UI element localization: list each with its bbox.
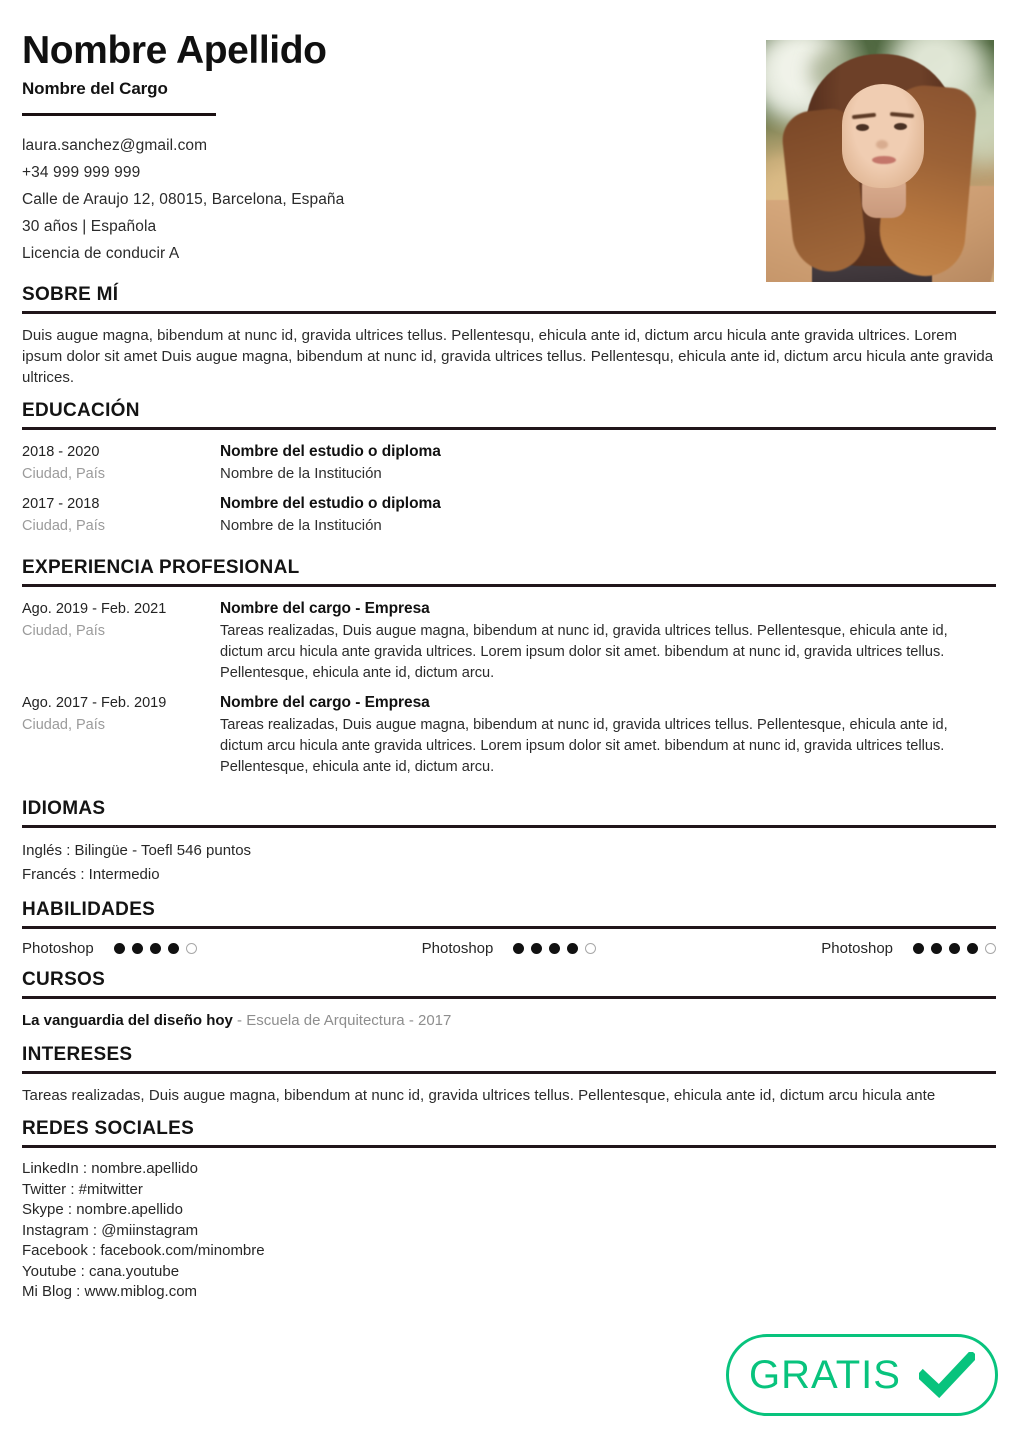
rating-dot-filled bbox=[913, 943, 924, 954]
gratis-label: GRATIS bbox=[749, 1353, 901, 1397]
education-entry bbox=[22, 441, 996, 485]
interests-text: Tareas realizadas, Duis augue magna, bibendum at nunc id, gravida ultrices tellus. Pellentesque, ehicula ante id, dictum arcu hicula ante bbox=[22, 1087, 936, 1104]
spacer-after-interests bbox=[22, 1106, 996, 1116]
section-rule-languages bbox=[22, 825, 996, 828]
header-text-block bbox=[22, 30, 762, 267]
spacer-after-courses bbox=[22, 1032, 996, 1042]
section-interests bbox=[22, 1044, 996, 1106]
education-place: Ciudad, País bbox=[22, 466, 106, 482]
education-institution: Nombre de la Institución bbox=[220, 465, 382, 482]
experience-description: Tareas realizadas, Duis augue magna, bibendum at nunc id, gravida ultrices tellus. Pellentesque, ehicula ante id, dictum arcu hicula ante gravida ultrices. Lorem ipsum dolor sit amet. bibendum at nunc id, gravida ultrices tellus. Pellentesque, ehicula ante id, dictum arcu. bbox=[220, 717, 948, 775]
section-title-education: EDUCACIÓN bbox=[22, 400, 140, 421]
experience-entry-meta bbox=[22, 692, 220, 778]
social-item-instagram: Instagram : @miinstagram bbox=[22, 1221, 199, 1239]
section-rule-skills bbox=[22, 926, 996, 929]
education-title: Nombre del estudio o diploma bbox=[220, 443, 441, 460]
experience-date: Ago. 2019 - Feb. 2021 bbox=[22, 601, 167, 617]
section-rule-interests bbox=[22, 1071, 996, 1074]
spacer-after-education bbox=[22, 545, 996, 555]
section-about bbox=[22, 284, 996, 388]
contact-phone: +34 999 999 999 bbox=[22, 164, 141, 182]
photo-eye-left bbox=[856, 124, 869, 131]
skill-label: Photoshop bbox=[421, 940, 494, 957]
section-title-languages: IDIOMAS bbox=[22, 798, 106, 819]
experience-title: Nombre del cargo - Empresa bbox=[220, 694, 430, 711]
experience-entry bbox=[22, 692, 996, 778]
rating-dot-filled bbox=[114, 943, 125, 954]
rating-dot-filled bbox=[549, 943, 560, 954]
education-institution: Nombre de la Institución bbox=[220, 517, 382, 534]
header-divider bbox=[22, 113, 216, 116]
spacer-after-skills bbox=[22, 957, 996, 967]
rating-dot-filled bbox=[949, 943, 960, 954]
course-item bbox=[22, 1010, 996, 1032]
rating-dot-empty bbox=[985, 943, 996, 954]
experience-entry bbox=[22, 598, 996, 684]
social-item-linkedin: LinkedIn : nombre.apellido bbox=[22, 1160, 198, 1177]
skill-rating-dots bbox=[114, 943, 197, 954]
section-courses bbox=[22, 969, 996, 1032]
photo-lips bbox=[872, 156, 896, 164]
spacer-after-experience bbox=[22, 786, 996, 796]
section-rule-education bbox=[22, 427, 996, 430]
social-item-skype: Skype : nombre.apellido bbox=[22, 1201, 183, 1218]
education-entry-body bbox=[220, 441, 996, 485]
rating-dot-empty bbox=[585, 943, 596, 954]
section-title-interests: INTERESES bbox=[22, 1044, 133, 1065]
rating-dot-filled bbox=[150, 943, 161, 954]
check-icon bbox=[919, 1352, 975, 1398]
skill-item bbox=[671, 940, 996, 957]
section-rule-about bbox=[22, 311, 996, 314]
contact-address: Calle de Araujo 12, 08015, Barcelona, España bbox=[22, 191, 345, 209]
skill-rating-dots bbox=[913, 943, 996, 954]
education-entry bbox=[22, 493, 996, 537]
section-languages bbox=[22, 798, 996, 887]
section-rule-experience bbox=[22, 584, 996, 587]
about-text: Duis augue magna, bibendum at nunc id, gravida ultrices tellus. Pellentesqu, ehicula ante id, dictum arcu hicula ante gravida ultrices. Lorem ipsum dolor sit amet Duis augue magna, bibendum at nunc id, gravida ultrices tellus. Pellentesqu, ehicula ante id, dictum arcu hicula ante gravida ultrices. bbox=[22, 327, 994, 386]
experience-date: Ago. 2017 - Feb. 2019 bbox=[22, 695, 167, 711]
experience-entry-body bbox=[220, 692, 996, 778]
experience-place: Ciudad, País bbox=[22, 623, 106, 639]
section-title-social: REDES SOCIALES bbox=[22, 1118, 195, 1139]
education-entry-meta bbox=[22, 441, 220, 485]
course-detail: - Escuela de Arquitectura - 2017 bbox=[232, 1012, 452, 1029]
rating-dot-filled bbox=[168, 943, 179, 954]
social-item-twitter: Twitter : #mitwitter bbox=[22, 1180, 143, 1198]
rating-dot-filled bbox=[513, 943, 524, 954]
education-entry-body bbox=[220, 493, 996, 537]
section-title-courses: CURSOS bbox=[22, 969, 106, 990]
rating-dot-filled bbox=[967, 943, 978, 954]
contact-list bbox=[22, 132, 762, 267]
photo-nose bbox=[876, 140, 888, 149]
rating-dot-filled bbox=[567, 943, 578, 954]
section-rule-social bbox=[22, 1145, 996, 1148]
experience-entry-body bbox=[220, 598, 996, 684]
section-title-about: SOBRE MÍ bbox=[22, 284, 119, 305]
course-name: La vanguardia del diseño hoy bbox=[22, 1012, 233, 1029]
spacer-after-about bbox=[22, 388, 996, 398]
language-item: Francés : Intermedio bbox=[22, 866, 160, 883]
skill-item bbox=[347, 940, 672, 957]
rating-dot-filled bbox=[132, 943, 143, 954]
education-place: Ciudad, País bbox=[22, 518, 106, 534]
education-title: Nombre del estudio o diploma bbox=[220, 495, 441, 512]
experience-title: Nombre del cargo - Empresa bbox=[220, 600, 430, 617]
contact-email: laura.sanchez@gmail.com bbox=[22, 137, 208, 155]
section-experience bbox=[22, 557, 996, 778]
section-social bbox=[22, 1118, 996, 1303]
rating-dot-filled bbox=[931, 943, 942, 954]
skill-item bbox=[22, 940, 347, 957]
section-education bbox=[22, 400, 996, 537]
rating-dot-filled bbox=[531, 943, 542, 954]
education-entry-meta bbox=[22, 493, 220, 537]
experience-place: Ciudad, País bbox=[22, 717, 106, 733]
photo-eye-right bbox=[894, 123, 907, 130]
section-rule-courses bbox=[22, 996, 996, 999]
experience-entry-meta bbox=[22, 598, 220, 684]
section-title-skills: HABILIDADES bbox=[22, 899, 156, 920]
job-title: Nombre del Cargo bbox=[22, 79, 168, 99]
avatar bbox=[766, 40, 994, 282]
skills-row bbox=[22, 940, 996, 957]
education-date: 2017 - 2018 bbox=[22, 496, 100, 512]
spacer-after-languages bbox=[22, 887, 996, 897]
rating-dot-empty bbox=[186, 943, 197, 954]
skill-label: Photoshop bbox=[821, 940, 894, 957]
language-item: Inglés : Bilingüe - Toefl 546 puntos bbox=[22, 842, 252, 859]
skill-rating-dots bbox=[513, 943, 596, 954]
page-title: Nombre Apellido bbox=[22, 29, 327, 72]
section-skills bbox=[22, 899, 996, 957]
gratis-badge[interactable] bbox=[726, 1334, 998, 1416]
cv-header bbox=[22, 30, 996, 282]
social-item-blog: Mi Blog : www.miblog.com bbox=[22, 1283, 198, 1300]
experience-description: Tareas realizadas, Duis augue magna, bibendum at nunc id, gravida ultrices tellus. Pellentesque, ehicula ante id, dictum arcu hicula ante gravida ultrices. Lorem ipsum dolor sit amet. bibendum at nunc id, gravida ultrices tellus. Pellentesque, ehicula ante id, dictum arcu. bbox=[220, 623, 948, 681]
skill-label: Photoshop bbox=[22, 940, 94, 957]
photo-face bbox=[842, 84, 924, 188]
social-item-facebook: Facebook : facebook.com/minombre bbox=[22, 1242, 265, 1259]
education-date: 2018 - 2020 bbox=[22, 444, 100, 460]
contact-license: Licencia de conducir A bbox=[22, 245, 180, 263]
section-title-experience: EXPERIENCIA PROFESIONAL bbox=[22, 557, 300, 578]
contact-age-nationality: 30 años | Española bbox=[22, 218, 157, 236]
social-item-youtube: Youtube : cana.youtube bbox=[22, 1262, 180, 1280]
